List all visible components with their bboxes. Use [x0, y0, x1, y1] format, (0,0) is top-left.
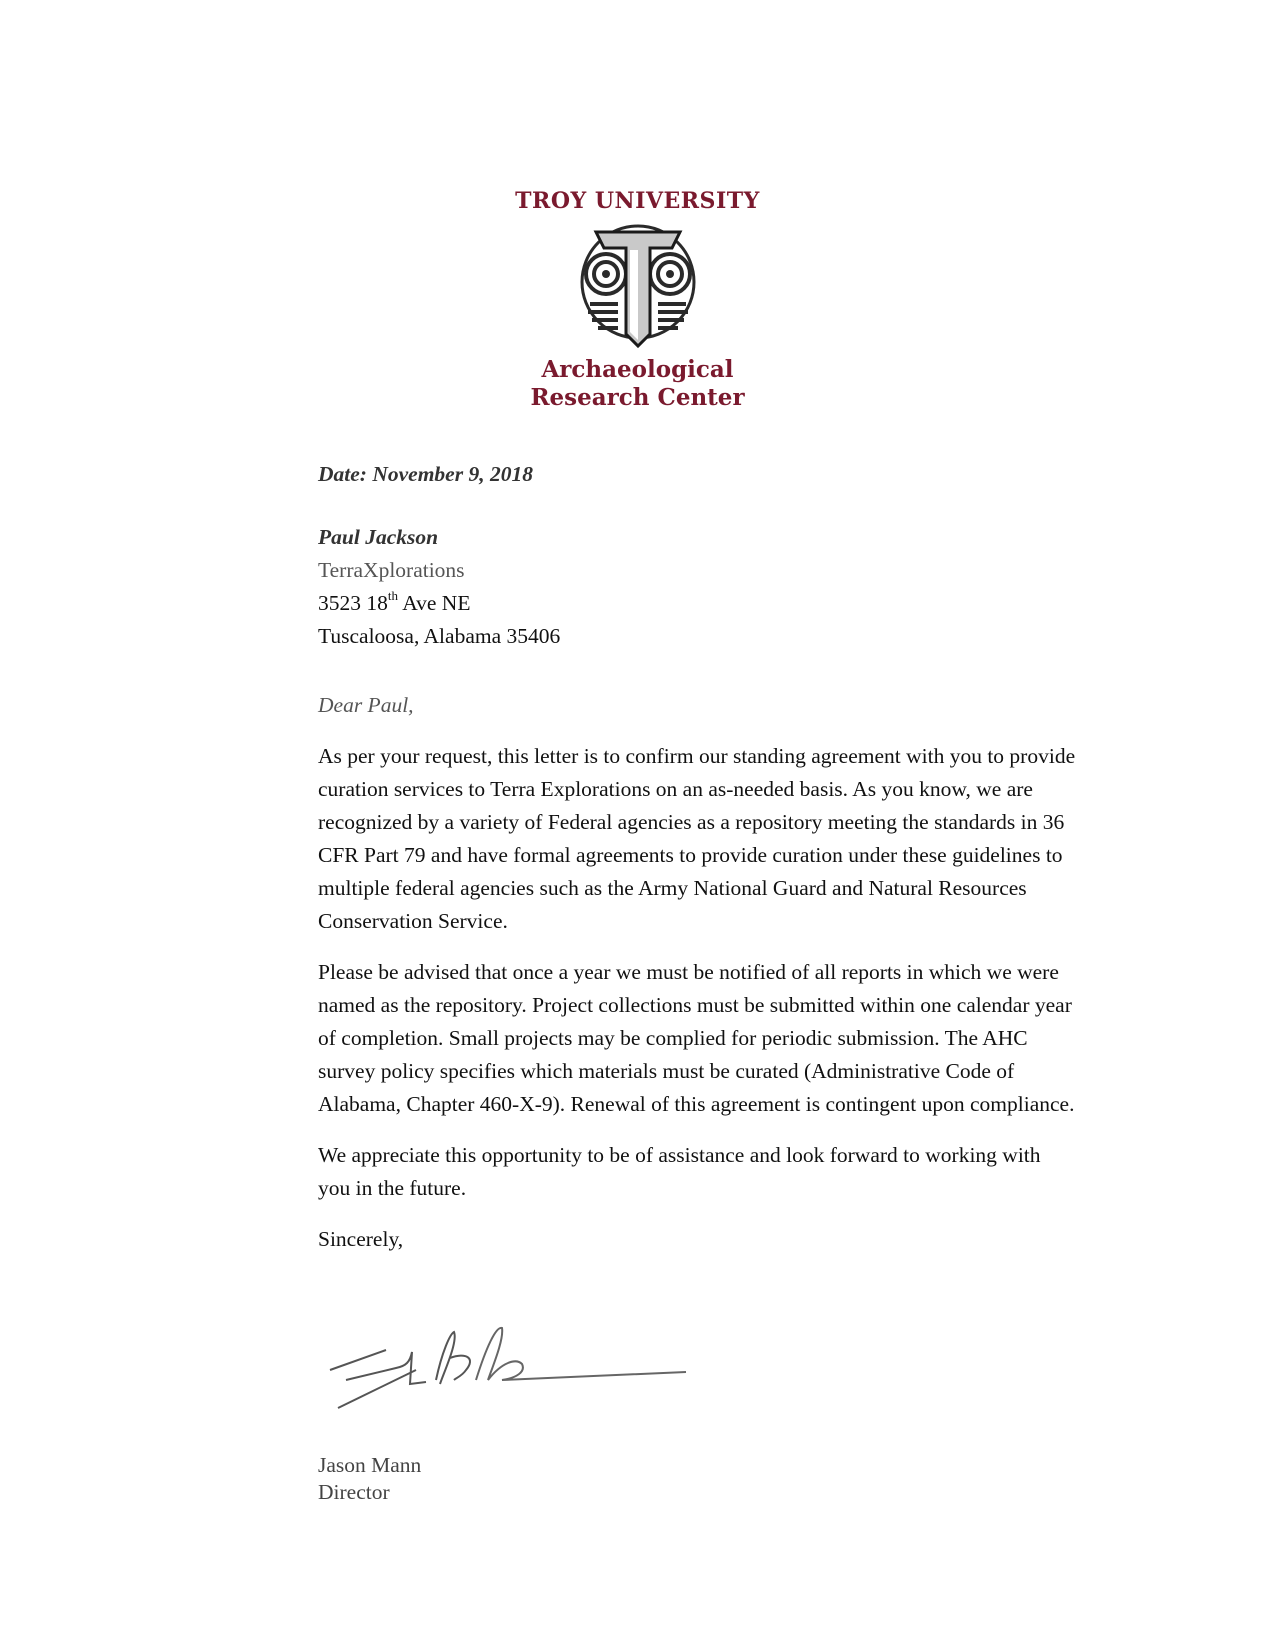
university-name: TROY UNIVERSITY: [515, 188, 760, 214]
street-name: Ave NE: [398, 591, 471, 615]
signer-title: Director: [318, 1480, 390, 1504]
recipient-company: TerraXplorations: [318, 558, 465, 582]
center-name-line1: Archaeological: [541, 356, 734, 383]
letterhead: [0, 188, 1275, 412]
letter-date: Date: November 9, 2018: [318, 462, 533, 486]
signer-name: Jason Mann: [318, 1453, 422, 1477]
salutation: Dear Paul,: [318, 693, 414, 717]
recipient-street: [318, 587, 1078, 620]
recipient-city: Tuscaloosa, Alabama 35406: [318, 624, 561, 648]
paragraph: Please be advised that once a year we must be notified of all reports in which we were named as the repository. Project collections must be submitted within one calendar year of completion. Small projects may be complied for periodic submission. The AHC survey policy specifies which materials must be curated (Administrative Code of Alabama, Chapter 460-X-9). Renewal of this agreement is contingent upon compliance.: [318, 960, 1075, 1116]
center-name-line2: Research Center: [530, 384, 745, 411]
signature-image: [326, 1322, 696, 1432]
signer-block: [318, 1452, 421, 1506]
street-number: 3523 18: [318, 591, 388, 615]
recipient-name: Paul Jackson: [318, 525, 439, 549]
troy-t-emblem-icon: [568, 222, 708, 350]
paragraph: We appreciate this opportunity to be of assistance and look forward to working with you in the future.: [318, 1143, 1041, 1200]
recipient-block: [318, 521, 1078, 653]
letter-body: [318, 458, 1078, 1256]
paragraph: As per your request, this letter is to confirm our standing agreement with you to provide curation services to Terra Explorations on an as-needed basis. As you know, we are recognized by a variety of Federal agencies as a repository meeting the standards in 36 CFR Part 79 and have formal agreements to provide curation under these guidelines to multiple federal agencies such as the Army National Guard and Natural Resources Conservation Service.: [318, 744, 1076, 933]
street-ordinal: th: [387, 587, 398, 603]
closing: Sincerely,: [318, 1227, 404, 1251]
